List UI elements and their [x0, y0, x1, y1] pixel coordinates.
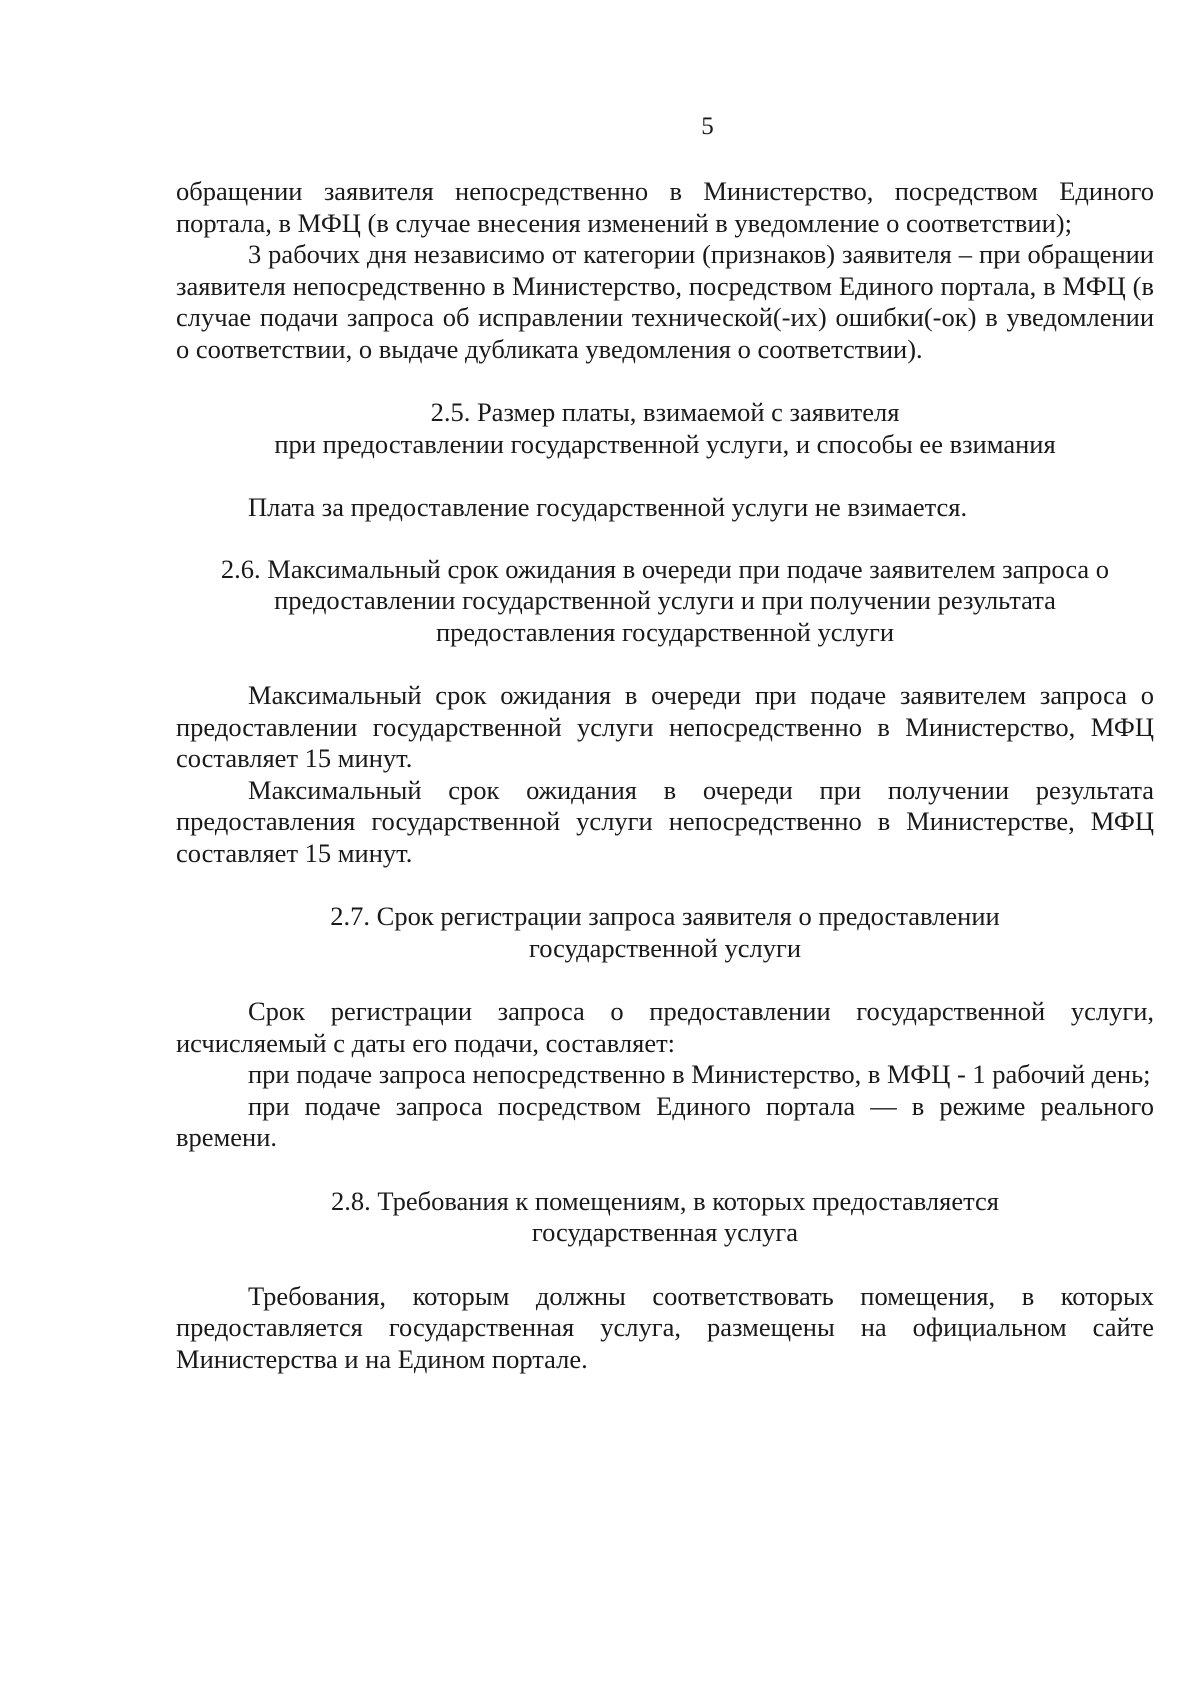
- paragraph-wait-result: Максимальный срок ожидания в очереди при получении результата предоставления государственной услуги непосредственно в Министерстве, МФЦ составляет 15 минут.: [176, 774, 1154, 868]
- paragraph-wait-submission: Максимальный срок ожидания в очереди при подаче заявителем запроса о предоставлении государственной услуги непосредственно в Министерство, МФЦ составляет 15 минут.: [176, 680, 1154, 773]
- paragraph-registration-term: Срок регистрации запроса о предоставлении государственной услуги, исчисляемый с даты его подачи, составляет:: [176, 996, 1154, 1058]
- heading-line: предоставлении государственной услуги и при получении результата: [274, 585, 1056, 615]
- section-heading-2-5: [176, 397, 1154, 460]
- heading-line: 2.6. Максимальный срок ожидания в очереди при подаче заявителем запроса о: [220, 553, 1110, 584]
- section-heading-2-8: [176, 1186, 1154, 1249]
- heading-line: государственной услуги: [528, 932, 802, 963]
- heading-line: предоставления государственной услуги: [435, 616, 895, 647]
- section-heading-2-6: [176, 554, 1154, 649]
- section-heading-2-7: [176, 901, 1154, 964]
- heading-line: государственная услуга: [531, 1217, 799, 1247]
- paragraph-premises-requirements: Требования, которым должны соответствовать помещения, в которых предоставляется государственная услуга, размещены на официальном сайте Министерства и на Едином портале.: [176, 1280, 1154, 1374]
- heading-line: при предоставлении государственной услуги, и способы ее взимания: [274, 428, 1056, 459]
- page-number: 5: [701, 113, 714, 140]
- heading-line: 2.5. Размер платы, взимаемой с заявителя: [430, 397, 900, 427]
- paragraph-continuation: обращении заявителя непосредственно в Министерство, посредством Единого портала, в МФЦ (в случае внесения изменений в уведомление о соответствии);: [176, 176, 1154, 238]
- paragraph-registration-in-person: при подаче запроса непосредственно в Министерство, в МФЦ - 1 рабочий день;: [248, 1059, 1151, 1089]
- paragraph-three-days: 3 рабочих дня независимо от категории (признаков) заявителя – при обращении заявителя непосредственно в Министерство, посредством Единого портала, в МФЦ (в случае подачи запроса об исправлении технической(-их) ошибки(-ок) в уведомлении о соответствии, о выдаче дубликата уведомления о соответствии).: [176, 239, 1154, 364]
- document-body: [176, 176, 1154, 1375]
- heading-line: 2.8. Требования к помещениям, в которых предоставляется: [331, 1185, 999, 1216]
- heading-line: 2.7. Срок регистрации запроса заявителя о предоставлении: [330, 901, 1000, 931]
- paragraph-registration-portal: при подаче запроса посредством Единого портала — в режиме реального времени.: [176, 1090, 1154, 1152]
- paragraph-fee: Плата за предоставление государственной услуги не взимается.: [248, 492, 968, 522]
